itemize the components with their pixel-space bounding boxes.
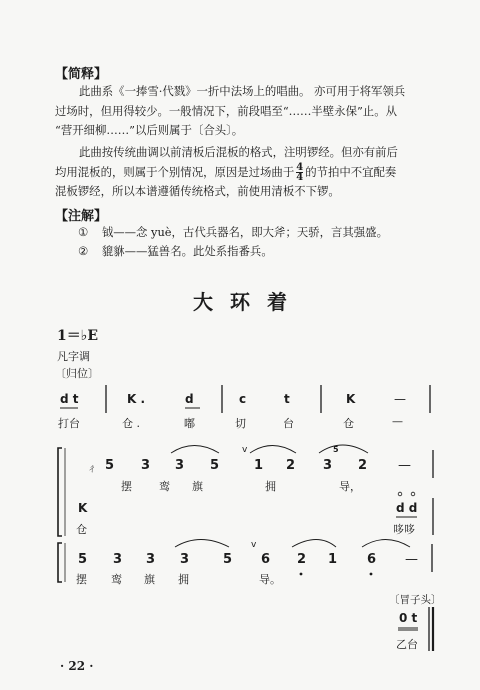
slur: [362, 540, 410, 548]
lyric: 旗: [144, 573, 155, 586]
perc-word: 仓: [343, 417, 354, 430]
melody-note: 3: [146, 552, 156, 567]
perc-note: 0 t: [399, 611, 418, 625]
text-line: 此曲系《一捧雪·代戮》一折中法场上的唱曲。 亦可用于将军领兵: [79, 84, 406, 98]
dynamic-dot: [398, 492, 402, 496]
text-line: 过场时，但用得较少。一般情况下，前段唱至“……半壁永保”止。从: [55, 103, 397, 118]
perc-word: 台: [283, 417, 294, 430]
key-signature: 1＝♭E: [57, 328, 99, 344]
perc-word: 乙台: [396, 638, 418, 651]
lyric: 旗: [192, 480, 203, 493]
melody-note: 1: [328, 552, 338, 567]
time-signature: $\frac{4}{4}$: [296, 162, 304, 183]
perc-word: 切: [235, 417, 246, 430]
maozitou-label: 〔冒子头〕: [389, 594, 442, 606]
melody-note: 2: [286, 458, 296, 473]
text-line: “营开细柳……”以后则属于〔合头〕。: [55, 123, 244, 137]
slur: [292, 540, 336, 548]
jianshi-heading: 【简释】: [55, 67, 108, 82]
melody-note: 3: [175, 458, 185, 473]
melody-note: 2: [358, 458, 368, 473]
perc-note: K: [78, 501, 88, 515]
low-octave-dot: [300, 573, 303, 576]
melody-note: 5: [78, 552, 88, 567]
perc-note: c: [239, 392, 247, 406]
page-number: · 22 ·: [60, 659, 94, 673]
dynamic-dot: [411, 492, 415, 496]
lyric: 鸾: [111, 573, 122, 586]
melody-note: —: [398, 458, 411, 473]
low-octave-dot: [370, 573, 373, 576]
lyric: 鸾: [159, 480, 170, 493]
perc-note: t: [284, 392, 290, 406]
note-number: ①: [78, 225, 89, 239]
grace-note: 5: [333, 445, 339, 454]
zhushi-heading: 【注解】: [55, 209, 108, 224]
note-text: 貔貅——猛兽名。此处系指番兵。: [101, 244, 273, 258]
breath-mark: ㄔ: [87, 464, 97, 475]
piece-title: 大环着: [193, 290, 304, 314]
melody-note: 3: [323, 458, 333, 473]
text-fragment: 均用混板的，则属于个别情况，原因是过场曲于: [55, 164, 295, 179]
melody-note: 6: [367, 552, 377, 567]
slur: [319, 445, 368, 453]
perc-word: 仓: [76, 523, 87, 536]
note-text: 钺——念 yuè，古代兵器名，即大斧；天骄，言其强盛。: [101, 225, 388, 239]
melody-note: 2: [297, 552, 307, 567]
perc-word: 哆哆: [393, 523, 415, 536]
perc-note: d d: [396, 501, 418, 515]
lyric: 导，: [339, 480, 361, 493]
melody-note: 3: [180, 552, 190, 567]
text-line: 此曲按传统曲调以前清板后混板的格式，注明锣经。但亦有前后: [79, 145, 398, 159]
lyric: 拥: [178, 573, 189, 586]
perc-word: 仓 .: [122, 417, 140, 430]
note-number: ②: [78, 244, 89, 258]
melody-note: 6: [261, 552, 271, 567]
guiwei-label: 〔归位〕: [55, 367, 99, 380]
melody-note: 3: [141, 458, 151, 473]
melody-note: 5: [105, 458, 115, 473]
breath-mark-v: v: [251, 540, 257, 550]
melody-note: 5: [210, 458, 220, 473]
lyric: 导。: [259, 573, 281, 586]
text-line: 混板锣经，所以本谱遵循传统格式，前使用清板不下锣。: [55, 184, 340, 198]
perc-note: K: [346, 392, 356, 406]
text-fragment: 的节拍中不宜配奏: [305, 164, 397, 179]
perc-note: —: [394, 392, 406, 406]
lyric: 拥: [265, 480, 276, 493]
melody-note: 3: [113, 552, 123, 567]
slur: [171, 446, 219, 454]
perc-note: K .: [127, 392, 146, 406]
perc-note: d: [185, 392, 194, 406]
slur: [175, 540, 229, 548]
lyric: 摆: [121, 480, 132, 493]
mode-label: 凡字调: [57, 350, 90, 363]
perc-word: 打台: [58, 417, 80, 430]
perc-word: 嘟: [184, 417, 195, 430]
breath-mark-v: v: [242, 445, 248, 455]
melody-note: 1: [254, 458, 264, 473]
perc-note: d t: [60, 392, 79, 406]
melody-note: —: [405, 552, 418, 567]
lyric: 摆: [76, 573, 87, 586]
slur: [250, 446, 296, 454]
perc-word: —: [392, 415, 403, 428]
melody-note: 5: [223, 552, 233, 567]
system-brace: [58, 448, 62, 536]
system-brace: [58, 543, 62, 582]
